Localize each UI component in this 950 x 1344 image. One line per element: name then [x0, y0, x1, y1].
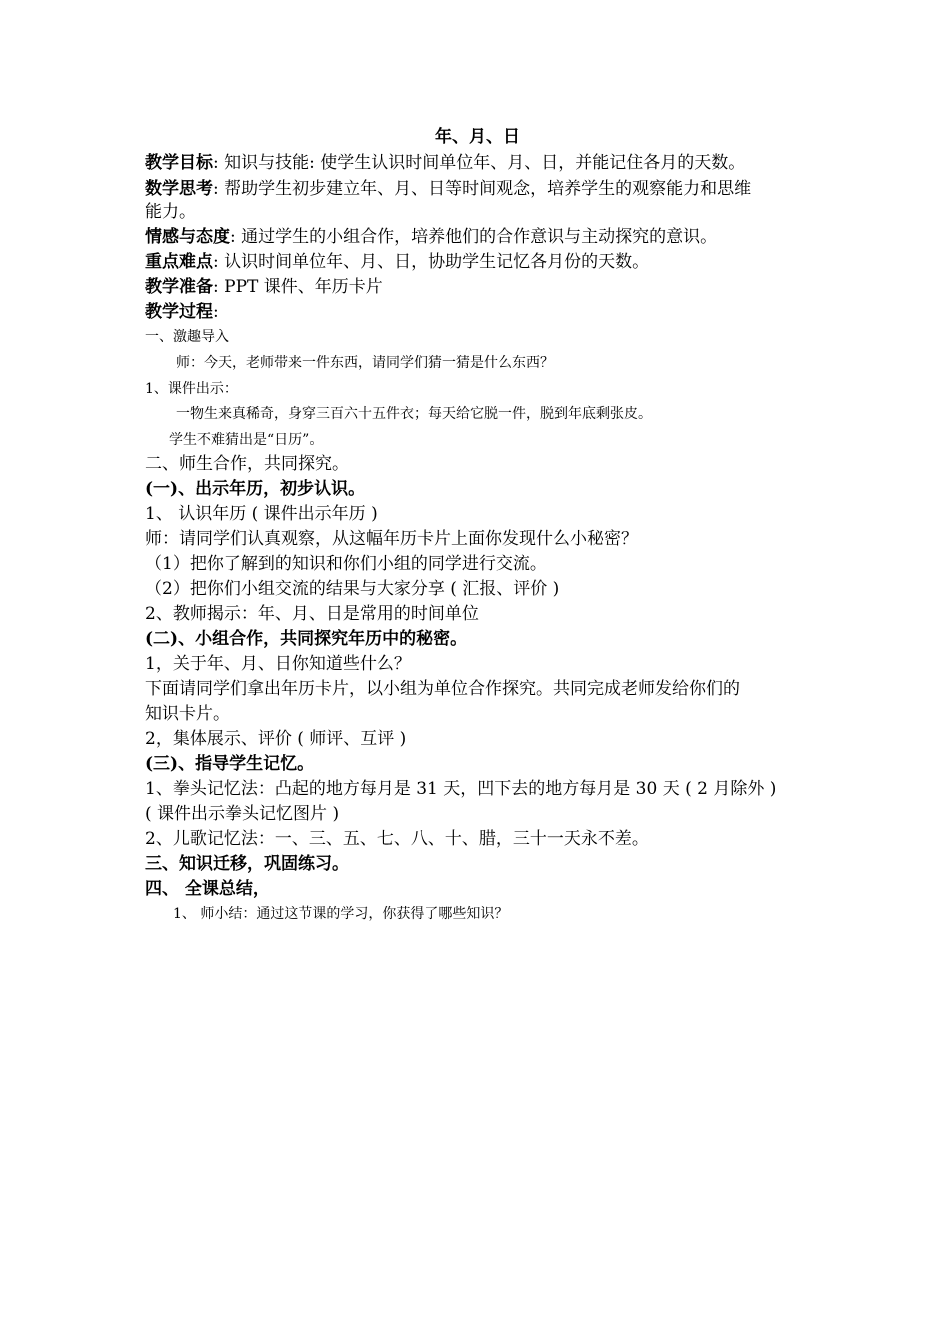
paragraph: （2）把你们小组交流的结果与大家分享 ( 汇报、评价 )	[145, 579, 560, 599]
objective-label: 数学思考	[145, 179, 213, 199]
objective-emotion-attitude	[145, 225, 717, 249]
objective-math-thinking	[145, 177, 751, 201]
paragraph: 下面请同学们拿出年历卡片，以小组为单位合作探究。共同完成老师发给你们的	[145, 679, 740, 699]
objective-preparation	[145, 275, 383, 299]
paragraph: 师：今天，老师带来一件东西，请同学们猜一猜是什么东西？	[176, 355, 554, 371]
objective-label: 重点难点	[145, 252, 213, 272]
objective-label: 情感与态度	[145, 227, 230, 247]
objective-text: : 知识与技能: 使学生认识时间单位年、月、日，并能记住各月的天数。	[213, 153, 746, 173]
paragraph: 1，关于年、月、日你知道些什么？	[145, 654, 411, 674]
objective-label: 教学目标	[145, 153, 213, 173]
section-heading: 二、师生合作，共同探究。	[145, 454, 349, 474]
objective-text: : 帮助学生初步建立年、月、日等时间观念，培养学生的观察能力和思维	[213, 179, 752, 199]
paragraph: 知识卡片。	[145, 704, 230, 724]
objective-text: : 认识时间单位年、月、日，协助学生记忆各月份的天数。	[213, 252, 650, 272]
section-heading: 一、激趣导入	[145, 329, 229, 345]
objective-label: 教学准备	[145, 277, 213, 297]
subsection-heading: (三)、指导学生记忆。	[145, 754, 315, 774]
section-heading: 四、 全课总结，	[145, 879, 270, 899]
paragraph: 2、教师揭示：年、月、日是常用的时间单位	[145, 604, 479, 624]
objective-label: 教学过程	[145, 302, 213, 322]
paragraph: 师：请同学们认真观察，从这幅年历卡片上面你发现什么小秘密？	[145, 529, 638, 549]
paragraph: ( 课件出示拳头记忆图片 )	[145, 804, 340, 824]
document-title: 年、月、日	[435, 127, 520, 147]
paragraph: 1、 认识年历 ( 课件出示年历 )	[145, 504, 378, 524]
paragraph: 1、拳头记忆法：凸起的地方每月是 31 天，凹下去的地方每月是 30 天 ( 2 月除外 )	[145, 779, 777, 799]
objective-teaching-goal	[145, 151, 745, 175]
objective-text: : 通过学生的小组合作，培养他们的合作意识与主动探究的意识。	[230, 227, 718, 247]
objective-text: :	[213, 302, 219, 322]
subsection-heading: (二)、小组合作，共同探究年历中的秘密。	[145, 629, 468, 649]
section-heading: 三、知识迁移，巩固练习。	[145, 854, 349, 874]
objective-process	[145, 300, 219, 324]
objective-text-continued: 能力。	[145, 202, 196, 222]
objective-text: : PPT 课件、年历卡片	[213, 277, 383, 297]
paragraph: 1、课件出示：	[145, 381, 238, 397]
paragraph: 学生不难猜出是“日历”。	[169, 432, 324, 448]
paragraph: 1、 师小结：通过这节课的学习，你获得了哪些知识？	[173, 906, 509, 922]
subsection-heading: (一)、出示年历，初步认识。	[145, 479, 366, 499]
paragraph: 2，集体展示、评价 ( 师评、互评 )	[145, 729, 407, 749]
paragraph: （1）把你了解到的知识和你们小组的同学进行交流。	[145, 554, 547, 574]
paragraph: 一物生来真稀奇，身穿三百六十五件衣；每天给它脱一件，脱到年底剩张皮。	[176, 406, 652, 422]
objective-key-difficulty	[145, 250, 649, 274]
paragraph: 2、儿歌记忆法：一、三、五、七、八、十、腊，三十一天永不差。	[145, 829, 649, 849]
